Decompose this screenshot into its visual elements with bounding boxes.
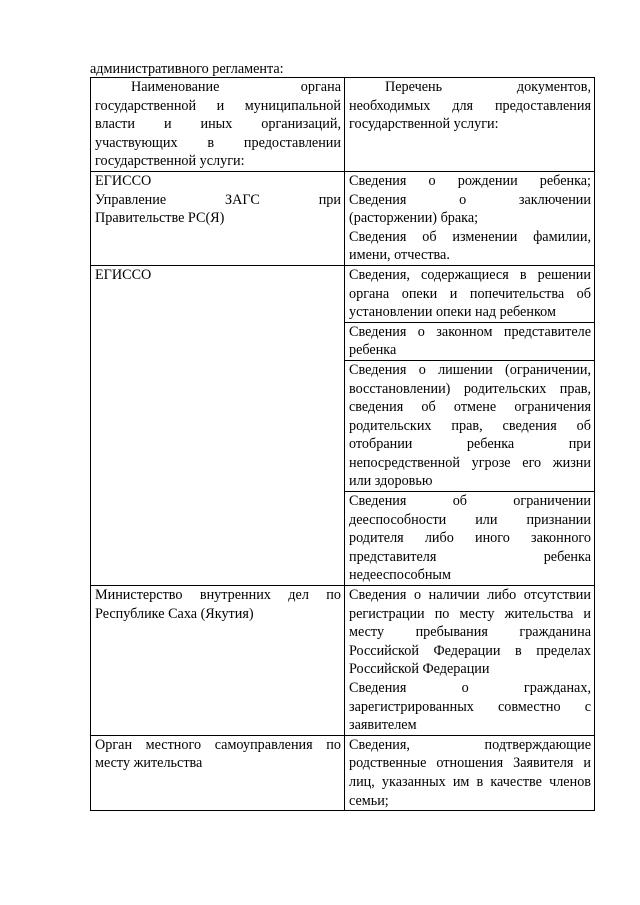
agency-cell <box>91 735 345 810</box>
header-docs-line: необходимых для предоставления <box>349 97 591 114</box>
header-agency-cell <box>91 78 345 172</box>
agency-cell <box>91 265 345 585</box>
header-agency-line: власти и иных организаций, <box>95 116 341 133</box>
doc-line: зарегистрированных совместно с <box>349 698 591 715</box>
agency-line: месту жительства <box>95 755 203 772</box>
doc-line: имени, отчества. <box>349 247 450 264</box>
header-docs-line: государственной услуги: <box>349 116 499 133</box>
doc-line: Сведения о заключении <box>349 191 591 208</box>
doc-line: месту пребывания гражданина <box>349 624 591 641</box>
doc-line: родственные отношения Заявителя и <box>349 755 591 772</box>
doc-line: отобрании ребенка при <box>349 436 591 453</box>
header-docs-line: Перечень документов, <box>385 79 591 95</box>
doc-line: восстановлении) родительских прав, <box>349 380 591 397</box>
agencies-documents-table <box>90 77 595 811</box>
header-agency-line: Наименование органа <box>131 79 341 95</box>
doc-line: родительских прав, сведения об <box>349 417 591 434</box>
doc-line: Российской Федерации <box>349 661 490 678</box>
doc-line: непосредственной угрозе его жизни <box>349 454 591 471</box>
docs-cell <box>345 322 595 360</box>
doc-line: семьи; <box>349 792 389 809</box>
doc-line: родителя либо иного законного <box>349 530 591 547</box>
table-header-row <box>91 78 595 172</box>
doc-line: органа опеки и попечительства об <box>349 285 591 302</box>
doc-line: Сведения, подтверждающие <box>349 736 591 753</box>
doc-line: Сведения о наличии либо отсутствии <box>349 587 591 604</box>
agency-line: Орган местного самоуправления по <box>95 736 341 753</box>
header-agency-line: государственной и муниципальной <box>95 97 341 114</box>
doc-line: дееспособности или признании <box>349 511 591 528</box>
doc-line: Сведения об изменении фамилии, <box>349 228 591 245</box>
agency-line: Правительстве РС(Я) <box>95 210 225 227</box>
doc-line: Сведения о законном представителе <box>349 323 591 340</box>
doc-line: Сведения, содержащиеся в решении <box>349 266 591 283</box>
doc-line: Сведения об ограничении <box>349 493 591 510</box>
doc-line: лиц, указанных им в качестве членов <box>349 773 591 790</box>
doc-line: (расторжении) брака; <box>349 210 479 227</box>
doc-line: ребенка <box>349 342 397 359</box>
header-docs-cell <box>345 78 595 172</box>
table-row <box>91 735 595 810</box>
agency-cell <box>91 171 345 265</box>
agency-line: Министерство внутренних дел по <box>95 587 341 604</box>
docs-cell <box>345 171 595 265</box>
intro-text: административного регламента: <box>90 61 284 77</box>
doc-line: Сведения о лишении (ограничении, <box>349 361 591 378</box>
docs-cell <box>345 586 595 736</box>
doc-line: представителя ребенка <box>349 548 591 565</box>
table-row <box>91 171 595 265</box>
doc-line: Сведения о рождении ребенка; <box>349 172 591 189</box>
doc-line: Сведения о гражданах, <box>349 680 591 696</box>
docs-cell <box>345 265 595 322</box>
doc-line: недееспособным <box>349 567 451 584</box>
agency-cell <box>91 586 345 736</box>
table-row <box>91 265 595 322</box>
doc-line: установлении опеки над ребенком <box>349 304 556 321</box>
agency-line: ЕГИССО <box>95 266 152 283</box>
docs-cell <box>345 360 595 491</box>
doc-line: заявителем <box>349 717 417 734</box>
doc-line: или здоровью <box>349 473 433 490</box>
docs-cell <box>345 492 595 586</box>
doc-line: сведения об отмене ограничения <box>349 399 591 416</box>
agency-line: Управление ЗАГС при <box>95 191 341 208</box>
table-row <box>91 586 595 736</box>
agency-line: ЕГИССО <box>95 172 152 189</box>
header-agency-line: государственной услуги: <box>95 153 245 170</box>
agency-line: Республике Саха (Якутия) <box>95 605 254 622</box>
docs-cell <box>345 735 595 810</box>
header-agency-line: участвующих в предоставлении <box>95 134 341 151</box>
doc-line: регистрации по месту жительства и <box>349 605 591 622</box>
doc-line: Российской Федерации в пределах <box>349 642 591 659</box>
